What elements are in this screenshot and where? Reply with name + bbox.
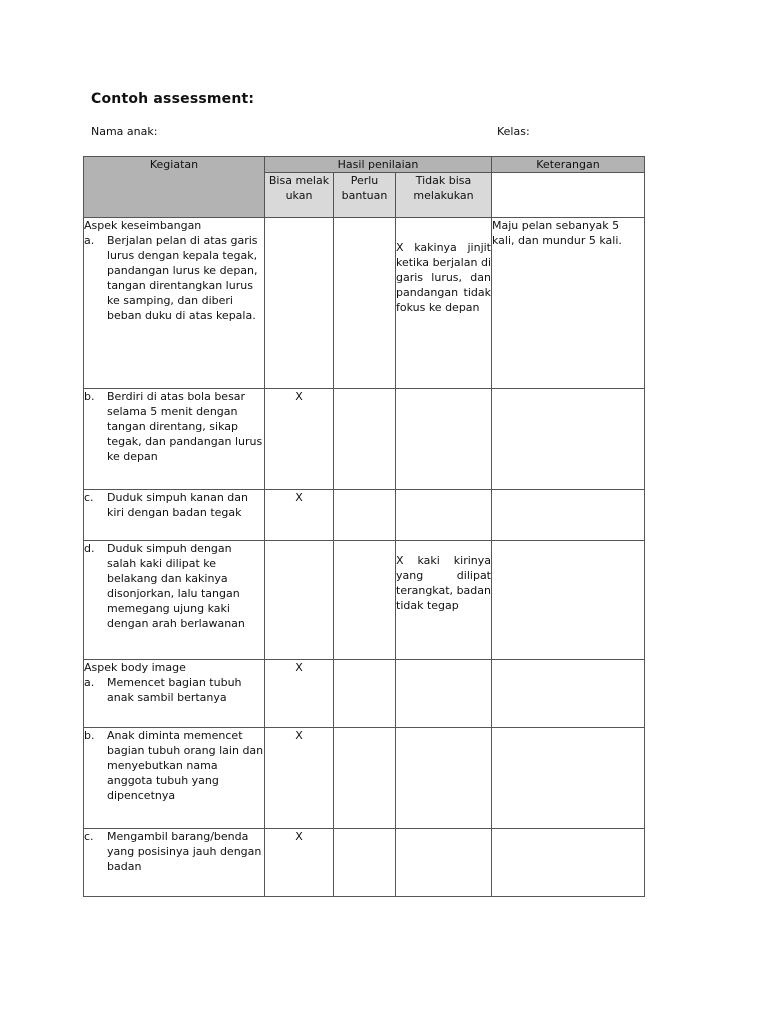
item-label: a. (84, 234, 95, 247)
item-text: Anak diminta memencet bagian tubuh orang lain dan menyebutkan nama anggota tubuh yang dipencetnya (107, 729, 267, 802)
bisa-cell (265, 218, 334, 389)
perlu-cell (334, 218, 396, 389)
tidak-note: X kakinya jinjit ketika berjalan di garis lurus, dan pandangan tidak fokus ke depan (396, 241, 491, 314)
tidak-note: X kaki kirinya yang dilipat terangkat, badan tidak tegap (396, 554, 491, 612)
kegiatan-cell (84, 389, 265, 490)
header-row-top (84, 157, 645, 173)
item-label: d. (84, 542, 95, 555)
keterangan-cell (492, 541, 645, 660)
keterangan-cell (492, 829, 645, 897)
kelas-label: Kelas: (497, 125, 530, 138)
section-title-body-image: Aspek body image (84, 661, 186, 674)
item-label: c. (84, 491, 94, 504)
perlu-cell (334, 541, 396, 660)
keterangan-note: Maju pelan sebanyak 5 kali, dan mundur 5 kali. (492, 219, 622, 247)
header-keterangan: Keterangan (492, 157, 645, 173)
tidak-cell (396, 728, 492, 829)
perlu-cell (334, 389, 396, 490)
item-text: Berdiri di atas bola besar selama 5 menit dengan tangan direntang, sikap tegak, dan pandangan lurus ke depan (107, 390, 263, 463)
perlu-cell (334, 660, 396, 728)
item-label: b. (84, 390, 95, 403)
tidak-cell (396, 490, 492, 541)
kegiatan-cell (84, 541, 265, 660)
tidak-cell (396, 660, 492, 728)
keterangan-cell (492, 660, 645, 728)
header-hasil-penilaian: Hasil penilaian (265, 157, 492, 173)
bisa-cell: X (265, 490, 334, 541)
bisa-cell: X (265, 389, 334, 490)
section-title-keseimbangan: Aspek keseimbangan (84, 219, 202, 232)
table-row (84, 728, 645, 829)
table-row (84, 218, 645, 389)
perlu-cell (334, 490, 396, 541)
perlu-cell (334, 829, 396, 897)
item-text: Duduk simpuh kanan dan kiri dengan badan tegak (107, 491, 248, 519)
kegiatan-cell (84, 490, 265, 541)
bisa-cell (265, 541, 334, 660)
tidak-cell (396, 218, 492, 389)
header-kegiatan: Kegiatan (84, 157, 265, 218)
kegiatan-cell (84, 660, 265, 728)
tidak-cell (396, 829, 492, 897)
keterangan-cell (492, 490, 645, 541)
table-row (84, 829, 645, 897)
bisa-cell: X (265, 829, 334, 897)
bisa-cell: X (265, 660, 334, 728)
item-text: Memencet bagian tubuh anak sambil bertanya (107, 676, 242, 704)
table-row (84, 660, 645, 728)
item-text: Berjalan pelan di atas garis lurus dengan kepala tegak, pandangan lurus ke depan, tangan direntangkan lurus ke samping, dan diberi beban duku di atas kepala. (107, 234, 258, 322)
header-perlu-bantuan: Perlu bantuan (334, 173, 396, 218)
header-keterangan-blank (492, 173, 645, 218)
perlu-cell (334, 728, 396, 829)
page-title: Contoh assessment: (91, 91, 255, 107)
item-text: Mengambil barang/benda yang posisinya jauh dengan badan (107, 830, 262, 873)
keterangan-cell (492, 728, 645, 829)
header-tidak-bisa: Tidak bisa melakukan (396, 173, 492, 218)
table-row (84, 389, 645, 490)
kegiatan-cell (84, 829, 265, 897)
item-label: b. (84, 729, 95, 742)
table-row (84, 541, 645, 660)
keterangan-cell (492, 389, 645, 490)
tidak-cell (396, 541, 492, 660)
header-bisa-melakukan: Bisa melakukan (265, 173, 334, 218)
item-text: Duduk simpuh dengan salah kaki dilipat ke belakang dan kakinya disonjorkan, lalu tangan memegang ujung kaki dengan arah berlawanan (107, 542, 245, 630)
item-label: a. (84, 676, 95, 689)
assessment-table (83, 156, 645, 897)
table-row (84, 490, 645, 541)
tidak-cell (396, 389, 492, 490)
kegiatan-cell (84, 728, 265, 829)
keterangan-cell (492, 218, 645, 389)
kegiatan-cell (84, 218, 265, 389)
bisa-cell: X (265, 728, 334, 829)
item-label: c. (84, 830, 94, 843)
nama-anak-label: Nama anak: (91, 125, 158, 138)
